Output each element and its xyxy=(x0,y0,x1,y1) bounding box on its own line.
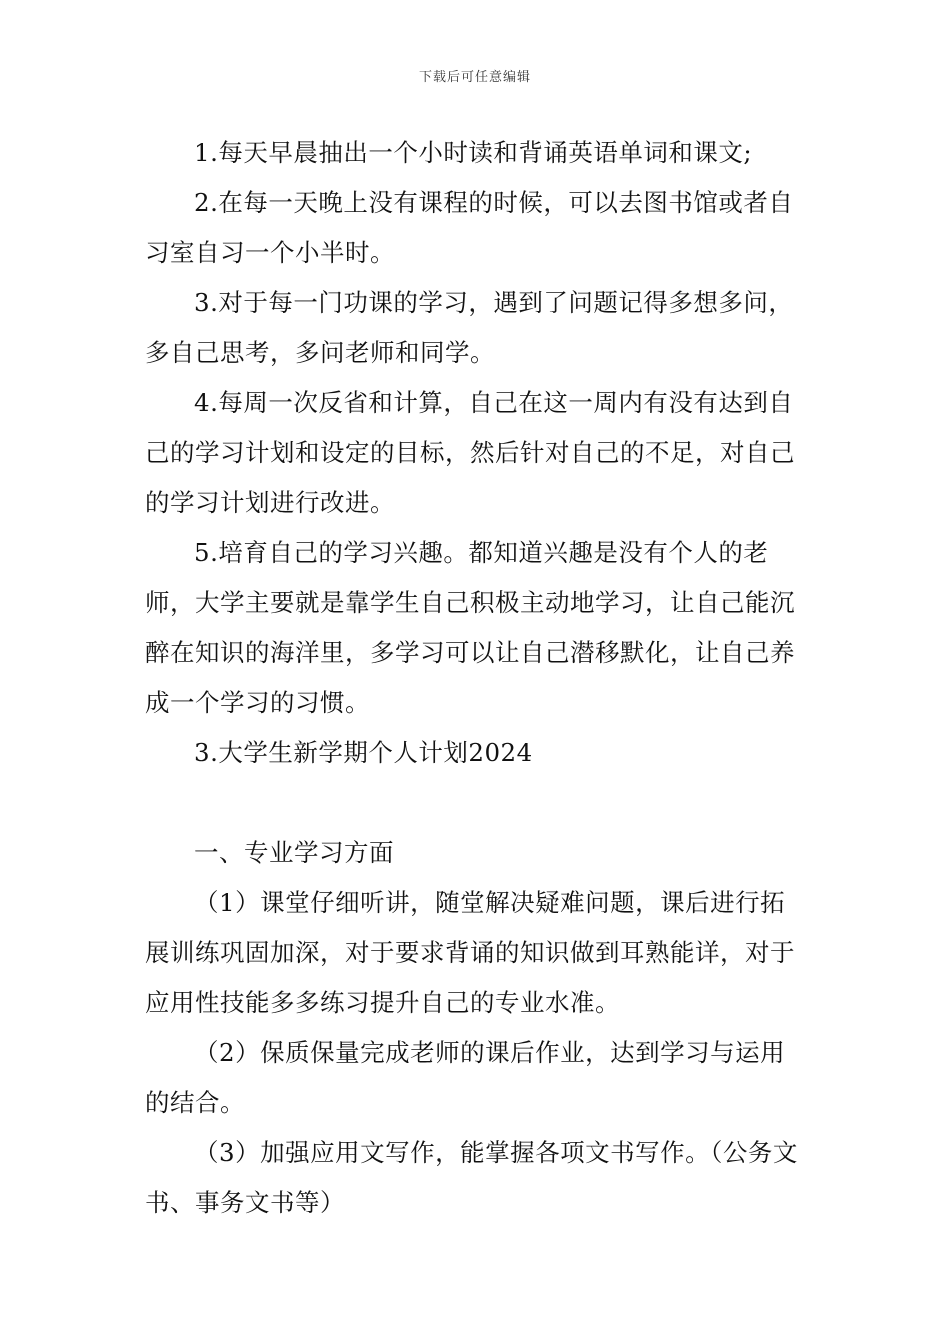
page-header: 下载后可任意编辑 xyxy=(418,70,531,85)
paragraph-3: 3.对于每一门功课的学习，遇到了问题记得多想多问，多自己思考，多问老师和同学。 xyxy=(145,288,794,367)
section-item-2: （2）保质保量完成老师的课后作业，达到学习与运用的结合。 xyxy=(145,1038,786,1117)
section-heading: 一、专业学习方面 xyxy=(194,838,394,867)
paragraph-4: 4.每周一次反省和计算，自己在这一周内有没有达到自己的学习计划和设定的目标，然后针对自己的不足，对自己的学习计划进行改进。 xyxy=(145,388,795,517)
section-item-1: （1）课堂仔细听讲，随堂解决疑难问题，课后进行拓展训练巩固加深，对于要求背诵的知识做到耳熟能详，对于应用性技能多多练习提升自己的专业水准。 xyxy=(145,888,795,1017)
blank-line xyxy=(145,778,810,828)
paragraph-5: 5.培育自己的学习兴趣。都知道兴趣是没有个人的老师，大学主要就是靠学生自己积极主动地学习，让自己能沉醉在知识的海洋里，多学习可以让自己潜移默化，让自己养成一个学习的习惯。 xyxy=(145,538,795,717)
document-body xyxy=(145,128,810,1228)
paragraph-1: 1.每天早晨抽出一个小时读和背诵英语单词和课文; xyxy=(194,138,753,167)
section-title: 3.大学生新学期个人计划2024 xyxy=(194,738,533,767)
section-item-3: （3）加强应用文写作，能掌握各项文书写作。（公务文书、事务文书等） xyxy=(145,1138,798,1217)
paragraph-2: 2.在每一天晚上没有课程的时候，可以去图书馆或者自习室自习一个小半时。 xyxy=(145,188,794,267)
